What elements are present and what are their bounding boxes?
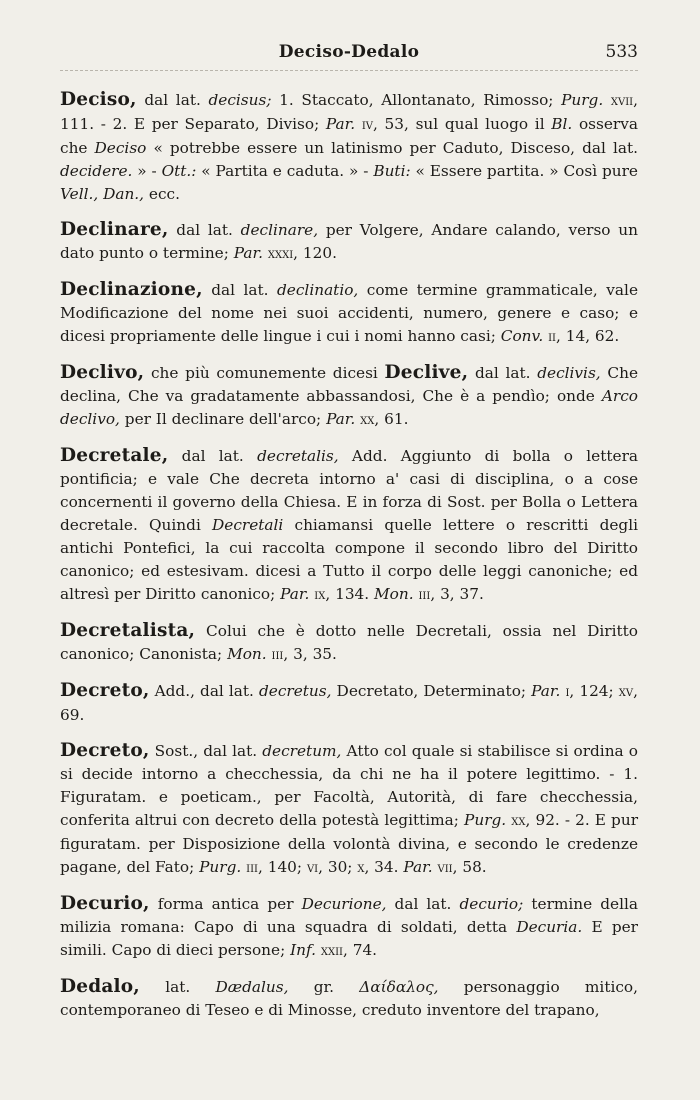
entry-text: Vell., Dan.,	[60, 185, 145, 203]
entry-text: vi	[306, 860, 319, 876]
entry-text: Dædalus,	[215, 978, 289, 996]
entry-text: Mon.	[227, 645, 267, 663]
entry-text: decretalis,	[257, 447, 339, 465]
dictionary-entry	[60, 679, 638, 727]
entry-text: xx	[511, 813, 526, 829]
entry-text: , 74.	[342, 941, 378, 959]
entry-text: , 30;	[318, 858, 358, 876]
entry-text: i	[565, 684, 570, 700]
entry-text: che più comunemente dicesi	[144, 364, 385, 382]
dictionary-entry	[60, 739, 638, 880]
entry-text: Buti:	[373, 162, 411, 180]
entry-text: Purg.	[561, 91, 604, 109]
entry-text: « Partita e caduta. » -	[196, 162, 374, 180]
entry-text: , 124;	[569, 682, 619, 700]
entry-text: declinare,	[240, 221, 319, 239]
entry-text: declivis,	[537, 364, 601, 382]
entry-text: Che declina, Che va gradatamente abbassandosi, Che è a pendìo; onde	[60, 364, 638, 405]
entry-text: gr.	[288, 978, 360, 996]
entry-headword: Decretalista,	[60, 620, 196, 641]
entry-text: decidere.	[60, 162, 133, 180]
entry-text: xxii	[320, 943, 343, 959]
entry-text: , 3, 35.	[283, 645, 337, 663]
entry-text: xxxi	[267, 246, 294, 262]
entry-text: per Volgere, Andare calando, verso un dato punto o termine;	[60, 221, 638, 262]
entry-text: personaggio mitico, contemporaneo di Teseo e di Minosse, creduto inventore del trapano,	[60, 978, 638, 1019]
entry-text: decretus,	[258, 682, 332, 700]
dictionary-entry	[60, 892, 638, 963]
entry-text: Arco declivo,	[60, 387, 638, 428]
entry-text: Add. Aggiunto di bolla o lettera pontificia; e vale Che decreta intorno a' casi di disciplina, o a cose concernenti il governo della Chiesa. E in forza di Sost. per Bolla o Lettera decretale. Quindi	[60, 447, 639, 534]
entry-text: Decuria.	[516, 918, 583, 936]
dictionary-entry	[60, 619, 638, 667]
entry-text: per Il declinare dell'arco;	[119, 410, 327, 428]
entry-text: E per simili. Capo di dieci persone;	[60, 918, 638, 959]
entry-text: vii	[437, 860, 453, 876]
entry-text: forma antica per	[149, 895, 302, 913]
entry-text: Par.	[280, 585, 310, 603]
entry-text: Par.	[233, 244, 263, 262]
entry-text: Par.	[325, 115, 356, 133]
entry-text: , 14, 62.	[556, 327, 620, 345]
entry-text: 1. Staccato, Allontanato, Rimosso;	[271, 91, 562, 109]
entry-text: declinatio,	[277, 281, 359, 299]
entry-text: dal lat.	[136, 91, 209, 109]
entry-text: decurio;	[459, 895, 524, 913]
dictionary-entry	[60, 88, 638, 206]
entry-text: , 34.	[364, 858, 404, 876]
entry-text: dal lat.	[468, 364, 538, 382]
entry-text: Ott.:	[161, 162, 197, 180]
entry-text: Deciso	[94, 139, 147, 157]
entry-text: , 53, sul qual luogo il	[373, 115, 552, 133]
entry-headword: Decurio,	[60, 893, 150, 914]
entry-text: , 3, 37.	[430, 585, 484, 603]
entry-text: Conv.	[500, 327, 544, 345]
entry-text: chiamansi quelle lettere o rescritti degli antichi Pontefici, la cui raccolta compone il secondo libro del Diritto canonico; ed estesivam. dicesi a Tutto il corpo delle leggi canoniche; ed altresì per Diritto canonico;	[60, 516, 638, 603]
entry-text: xv	[618, 684, 634, 700]
entry-headword: Dedalo,	[60, 976, 140, 997]
entry-text: iv	[361, 117, 374, 133]
entry-text: x	[357, 860, 365, 876]
dictionary-entry	[60, 444, 638, 607]
entry-text: osserva che	[60, 115, 638, 157]
entry-text: , 140;	[257, 858, 307, 876]
entry-text: Add., dal lat.	[149, 682, 259, 700]
entry-headword: Decreto,	[60, 680, 150, 701]
entry-text: Sost., dal lat.	[149, 742, 263, 760]
entry-text: decretum,	[262, 742, 342, 760]
entry-text: Atto col quale si stabilisce si ordina o si decide intorno a checchessia, da chi ne ha il potere legittimo. - 1. Figuratam. e poeticam., per Facoltà, Autorità, di fare checchessia, conferita altrui con decreto della potestà legittima;	[60, 742, 638, 829]
entry-text: ecc.	[144, 185, 180, 203]
entry-text: termine della milizia romana: Capo di una squadra di soldati, detta	[60, 895, 638, 936]
entry-text: » -	[132, 162, 162, 180]
entry-text: come termine grammaticale, vale Modificazione del nome nei suoi accidenti, numero, genere e caso; e dicesi propriamente delle lingue i cui i nomi hanno casi;	[60, 281, 638, 345]
entry-text: dal lat.	[168, 221, 241, 239]
entry-headword: Decreto,	[60, 740, 150, 761]
entry-headword: Decretale,	[60, 445, 169, 466]
entry-text: , 61.	[374, 410, 409, 428]
entry-text	[603, 91, 611, 109]
entry-text: , 69.	[60, 682, 638, 724]
entry-headword: Declivo,	[60, 362, 145, 383]
entry-text: decisus;	[208, 91, 272, 109]
dictionary-entry	[60, 975, 638, 1022]
entry-text: Δαίδαλος,	[359, 978, 439, 996]
entries-column	[60, 88, 638, 1034]
entry-text: lat.	[139, 978, 216, 996]
entry-text: Decurione,	[301, 895, 387, 913]
entry-text: iii	[246, 860, 258, 876]
entry-text: Par.	[403, 858, 433, 876]
entry-text: Purg.	[199, 858, 242, 876]
entry-text: , 134.	[325, 585, 375, 603]
entry-text: Colui che è dotto nelle Decretali, ossia nel Diritto canonico; Canonista;	[60, 622, 638, 663]
entry-text: « Essere partita. » Così pure	[410, 162, 638, 180]
entry-text: iii	[271, 647, 284, 663]
entry-text: Mon.	[374, 585, 414, 603]
entry-text: ix	[314, 587, 326, 603]
entry-text: Decretali	[212, 516, 284, 534]
entry-text: Decretato, Determinato;	[331, 682, 532, 700]
entry-text: iii	[418, 587, 431, 603]
entry-text: Par.	[326, 410, 356, 428]
entry-headword: Deciso,	[60, 89, 137, 110]
entry-text: xvii	[610, 93, 634, 109]
dictionary-entry	[60, 278, 638, 349]
entry-text: ii	[548, 329, 556, 345]
page-header	[60, 42, 638, 74]
entry-text: xx	[360, 412, 375, 428]
entry-text: , 92. - 2. E pur figuratam. per Disposizione della volontà divina, e secondo le credenze pagane, del Fato;	[60, 811, 639, 876]
entry-text: , 58.	[452, 858, 487, 876]
header-rule	[60, 70, 638, 71]
entry-text: « potrebbe essere un latinismo per Caduto, Disceso, dal lat.	[146, 139, 638, 157]
entry-headword: Declinazione,	[60, 279, 203, 300]
entry-text	[355, 115, 362, 133]
entry-text: dal lat.	[386, 895, 460, 913]
entry-text: dal lat.	[168, 447, 258, 465]
dictionary-entry	[60, 361, 638, 432]
entry-text: , 111. - 2. E per Separato, Diviso;	[60, 91, 638, 133]
entry-text: Bl.	[551, 115, 573, 133]
entry-text: , 120.	[293, 244, 337, 262]
entry-text: dal lat.	[202, 281, 278, 299]
page-number: 533	[605, 42, 638, 62]
dictionary-entry	[60, 218, 638, 266]
entry-text: Purg.	[464, 811, 507, 829]
entry-headword: Declinare,	[60, 219, 169, 240]
entry-text: Par.	[531, 682, 561, 700]
entry-headword: Declive,	[384, 362, 469, 383]
running-title: Deciso-Dedalo	[278, 42, 420, 62]
entry-text: Inf.	[290, 941, 316, 959]
